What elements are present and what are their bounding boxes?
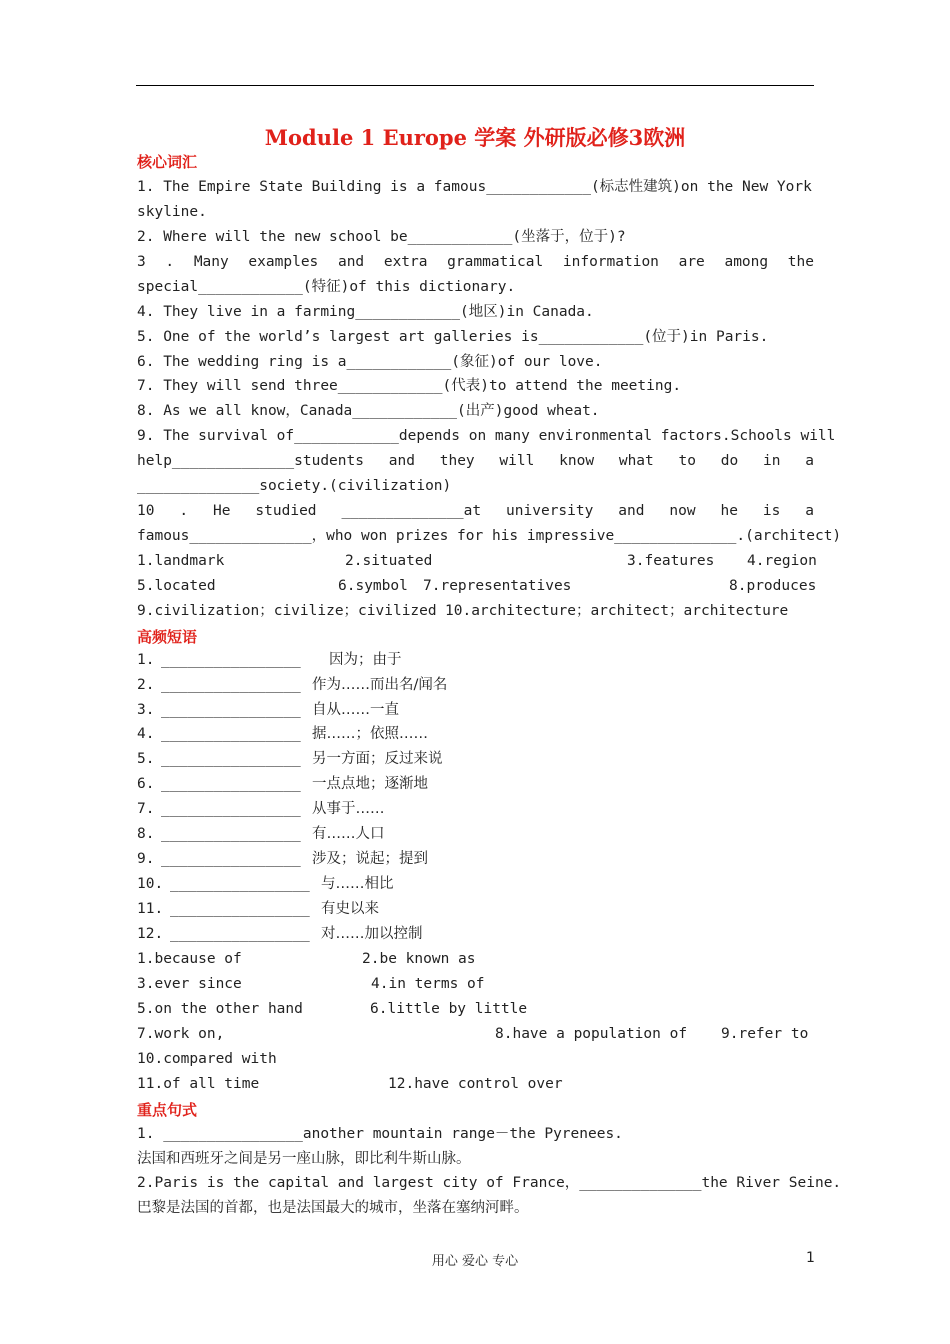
phrase-meaning: 涉及；说起；提到 <box>312 851 428 867</box>
phrase-number: 12. <box>137 926 164 942</box>
phrase-number: 6. <box>137 776 155 792</box>
phrase-number: 7. <box>137 801 155 817</box>
phrase-meaning: 有史以来 <box>321 901 379 917</box>
page-title: Module 1 Europe 学案 外研版必修3欧洲 <box>264 125 686 150</box>
phrase-blank: ________________ <box>161 851 301 867</box>
vocab-answer: 9.civilization；civilize；civilized <box>137 603 437 619</box>
sentence-1: 1. ________________another mountain range－the Pyrenees. <box>137 1126 623 1142</box>
phrase-meaning: 作为……而出名/闻名 <box>312 677 448 693</box>
vocab-question-4: 4. They live in a farming____________(地区)in Canada. <box>137 304 594 320</box>
vocab-question-7: 7. They will send three____________(代表)to attend the meeting. <box>137 378 682 394</box>
phrase-number: 8. <box>137 826 155 842</box>
phrase-number: 2. <box>137 677 155 693</box>
section-heading-vocab: 核心词汇 <box>137 153 198 171</box>
vocab-question-3: 3 . Many examples and extra grammatical information are among the <box>137 254 814 270</box>
header-rule <box>136 85 814 86</box>
phrase-blank: ________________ <box>170 926 310 942</box>
phrase-answer: 1.because of <box>137 951 242 967</box>
phrase-number: 11. <box>137 901 164 917</box>
section-heading-sentences: 重点句式 <box>137 1101 198 1119</box>
phrase-answer: 2.be known as <box>362 951 476 967</box>
vocab-question-6: 6. The wedding ring is a____________(象征)of our love. <box>137 354 603 370</box>
vocab-answer: 7.representatives <box>423 578 572 594</box>
phrase-meaning: 与……相比 <box>321 876 394 892</box>
sentence-2-translation: 巴黎是法国的首都，也是法国最大的城市，坐落在塞纳河畔。 <box>137 1200 529 1216</box>
vocab-question-8: 8. As we all know，Canada____________(出产)good wheat. <box>137 403 600 419</box>
vocab-question-2: 2. Where will the new school be____________(坐落于，位于)? <box>137 229 626 245</box>
phrase-answer: 5.on the other hand <box>137 1001 303 1017</box>
phrase-number: 4. <box>137 726 155 742</box>
phrase-blank: ________________ <box>170 901 310 917</box>
vocab-answer: 8.produces <box>729 578 817 594</box>
vocab-question-9-cont2: ______________society.(civilization) <box>137 478 452 494</box>
vocab-question-1: 1. The Empire State Building is a famous____________(标志性建筑)on the New York <box>137 179 812 195</box>
phrase-answer: 8.have a population of <box>495 1026 688 1042</box>
phrase-meaning: 据……；依照…… <box>312 726 428 742</box>
phrase-meaning: 自从……一直 <box>312 702 399 718</box>
phrase-meaning: 从事于…… <box>312 801 385 817</box>
phrase-blank: ________________ <box>161 751 301 767</box>
vocab-answer: 6.symbol <box>338 578 408 594</box>
vocab-question-10: 10 . He studied ______________at university and now he is a <box>137 503 814 519</box>
vocab-answer: 3.features <box>627 553 715 569</box>
phrase-answer: 9.refer to <box>721 1026 809 1042</box>
phrase-answer: 7.work on, <box>137 1026 225 1042</box>
phrase-blank: ________________ <box>161 801 301 817</box>
vocab-answer: 2.situated <box>345 553 433 569</box>
phrase-number: 1. <box>137 652 155 668</box>
phrase-blank: ________________ <box>161 826 301 842</box>
vocab-question-3-cont: special____________(特征)of this dictionary. <box>137 279 516 295</box>
phrase-blank: ________________ <box>161 776 301 792</box>
phrase-meaning: 一点点地；逐渐地 <box>312 776 428 792</box>
phrase-meaning: 有……人口 <box>312 826 385 842</box>
vocab-question-5: 5. One of the world’s largest art galleries is____________(位于)in Paris. <box>137 329 769 345</box>
phrase-meaning: 另一方面；反过来说 <box>312 751 443 767</box>
page-number: 1 <box>806 1250 815 1266</box>
phrase-number: 3. <box>137 702 155 718</box>
phrase-answer: 11.of all time <box>137 1076 260 1092</box>
vocab-question-10-cont: famous______________，who won prizes for his impressive______________.(architect) <box>137 528 842 544</box>
phrase-blank: ________________ <box>161 652 301 668</box>
vocab-question-9-cont: help______________students and they will know what to do in a <box>137 453 814 469</box>
phrase-answer: 4.in terms of <box>371 976 485 992</box>
phrase-blank: ________________ <box>161 702 301 718</box>
vocab-question-1-cont: skyline. <box>137 204 207 220</box>
vocab-question-9: 9. The survival of____________depends on many environmental factors.Schools will <box>137 428 836 444</box>
phrase-number: 9. <box>137 851 155 867</box>
phrase-blank: ________________ <box>170 876 310 892</box>
phrase-number: 5. <box>137 751 155 767</box>
vocab-answer: 10.architecture；architect；architecture <box>445 603 789 619</box>
phrase-blank: ________________ <box>161 726 301 742</box>
section-heading-phrases: 高频短语 <box>137 628 198 646</box>
page-footer: 用心 爱心 专心 <box>431 1254 519 1269</box>
vocab-answer: 5.located <box>137 578 216 594</box>
phrase-meaning: 对……加以控制 <box>321 926 423 942</box>
phrase-blank: ________________ <box>161 677 301 693</box>
sentence-1-translation: 法国和西班牙之间是另一座山脉，即比利牛斯山脉。 <box>137 1151 471 1167</box>
vocab-answer: 1.landmark <box>137 553 225 569</box>
phrase-answer: 6.little by little <box>370 1001 528 1017</box>
phrase-number: 10. <box>137 876 164 892</box>
phrase-answer: 10.compared with <box>137 1051 277 1067</box>
sentence-2: 2.Paris is the capital and largest city of France，______________the River Seine. <box>137 1175 842 1191</box>
vocab-answer: 4.region <box>747 553 817 569</box>
phrase-answer: 3.ever since <box>137 976 242 992</box>
phrase-answer: 12.have control over <box>388 1076 563 1092</box>
phrase-meaning: 因为；由于 <box>329 652 402 668</box>
